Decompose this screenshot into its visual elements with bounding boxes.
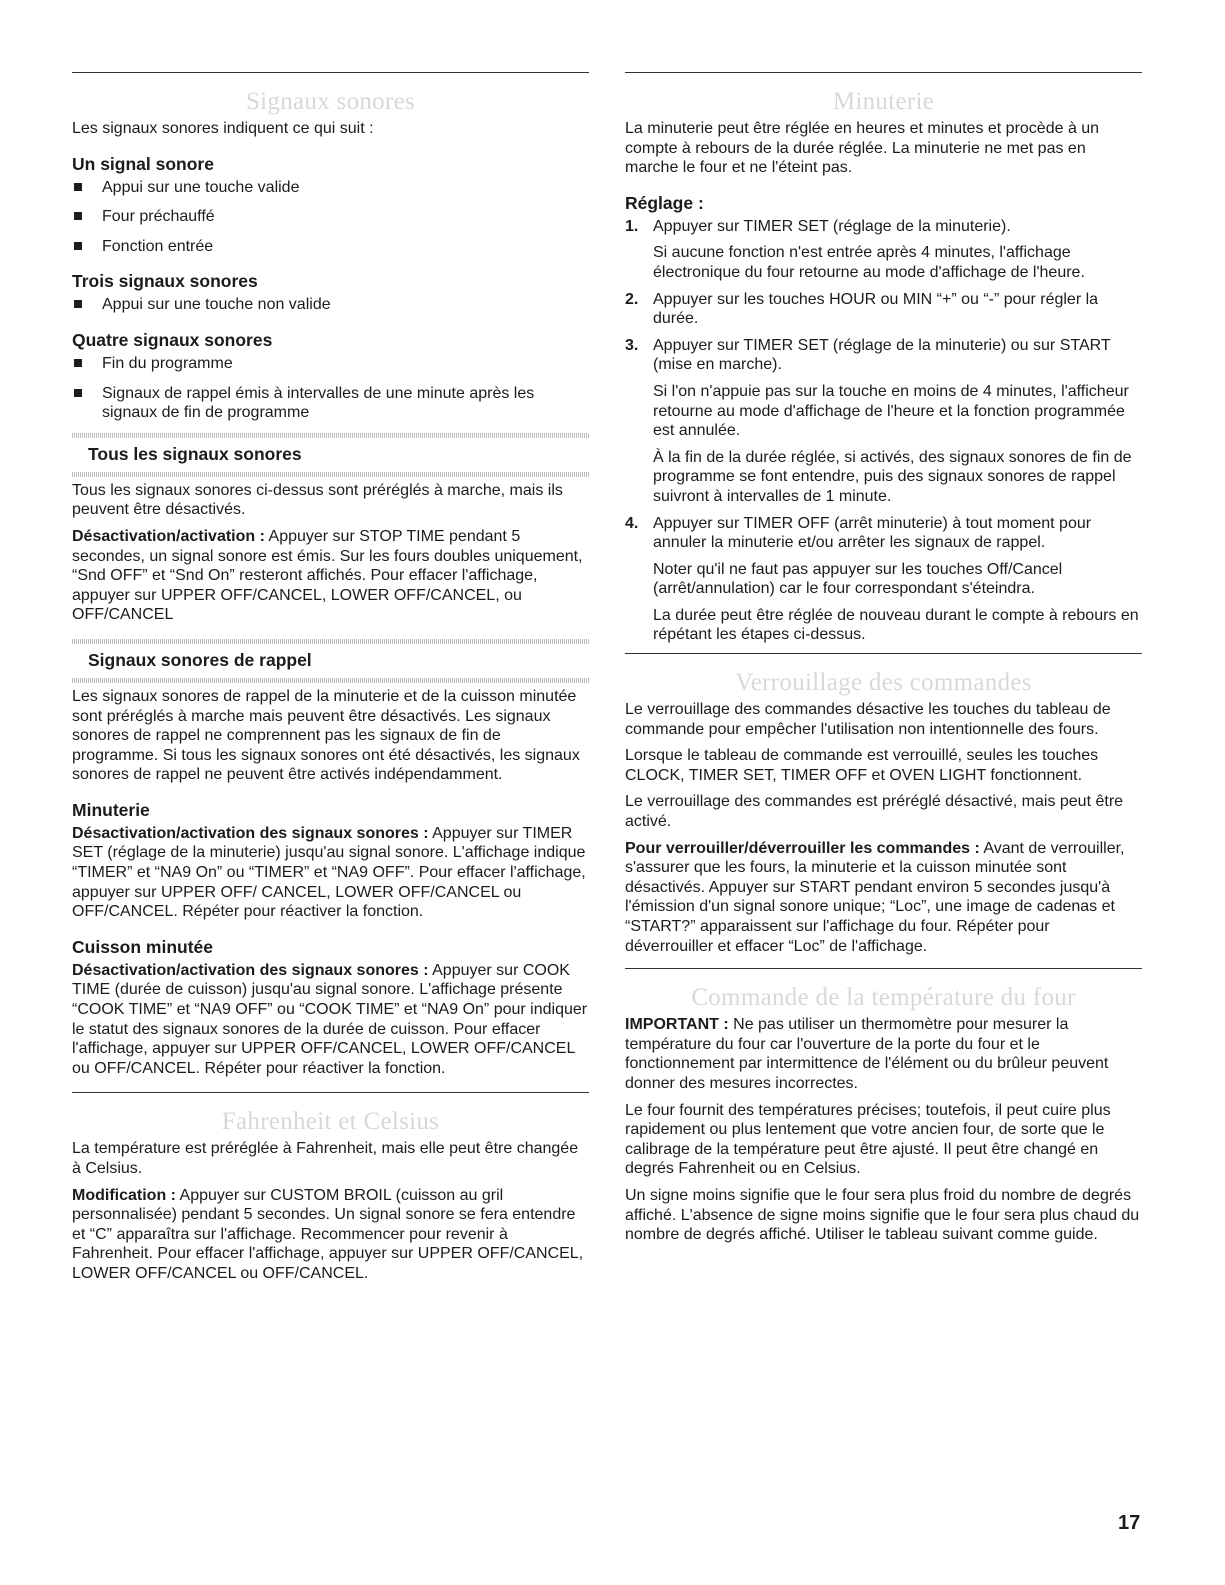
right-column — [625, 72, 1142, 1252]
band-divider — [72, 433, 589, 438]
bullet-square-icon — [74, 212, 82, 220]
minuterie-rappel-text: Désactivation/activation des signaux sonores : Appuyer sur TIMER SET (réglage de la minuterie) jusqu'au signal sonore. L'affichage indique “TIMER” et “NA9 On” ou “TIMER” et “NA9 OFF”. Pour effacer l'affichage, appuyer sur UPPER OFF/ CANCEL, LOWER OFF/CANCEL ou OFF/CANCEL. Répéter pour réactiver la fonction. — [72, 824, 586, 921]
list-item: Signaux de rappel émis à intervalles de une minute après les signaux de fin de programme — [72, 384, 589, 423]
signaux-intro: Les signaux sonores indiquent ce qui suit : — [72, 120, 374, 137]
section-title-signaux: Signaux sonores — [245, 88, 416, 115]
fahrenheit-p1: La température est préréglée à Fahrenheit, mais elle peut être changée à Celsius. — [72, 1140, 579, 1177]
section-title-verrouillage: Verrouillage des commandes — [735, 669, 1032, 697]
verrouillage-p3: Le verrouillage des commandes est préréglé désactivé, mais peut être activé. — [625, 793, 1124, 831]
section-title-commande-temp: Commande de la température du four — [691, 984, 1076, 1012]
band-divider — [72, 639, 589, 644]
bullet-square-icon — [74, 389, 82, 397]
list-quatre-signaux — [72, 354, 589, 423]
step-item: 3. Appuyer sur TIMER SET (réglage de la minuterie) ou sur START (mise en marche). Si l'on n'appuie pas sur la touche en moins de 4 minutes, l'afficheur retourne au mode d'affichage de l'heure et la fonction programmée est annulée. À la fin de la durée réglée, si activés, des signaux sonores de fin de programme se font entendre, puis des signaux sonores de rappel suivront à intervalles de 1 minute. — [625, 336, 1132, 505]
heading-quatre-signaux: Quatre signaux sonores — [72, 329, 273, 350]
commande-temp-p1: IMPORTANT : Ne pas utiliser un thermomètre pour mesurer la température du four car l'ouverture de la porte du four et le fonctionnement par intermittence de l'élément ou du brûleur peuvent donner des mesures incorrectes. — [625, 1016, 1109, 1092]
bullet-square-icon — [74, 300, 82, 308]
left-column — [72, 72, 589, 1291]
tous-p2: Désactivation/activation : Appuyer sur STOP TIME pendant 5 secondes, un signal sonore est émis. Sur les fours doubles uniquement, “Snd OFF” et “Snd On” resteront affichés. Pour effacer l'affichage, appuyer sur UPPER OFF/CANCEL, LOWER OFF/CANCEL, ou OFF/CANCEL — [72, 527, 583, 624]
section-rule — [625, 968, 1142, 969]
list-item: Four préchauffé — [72, 207, 589, 227]
bullet-square-icon — [74, 242, 82, 250]
bullet-square-icon — [74, 359, 82, 367]
step-item: 4. Appuyer sur TIMER OFF (arrêt minuterie) à tout moment pour annuler la minuterie et/ou arrêter les signaux de rappel. Noter qu'il ne faut pas appuyer sur les touches Off/Cancel (arrêt/annulation) car le four correspondant s'éteindra. La durée peut être réglée de nouveau durant le compte à rebours en répétant les étapes ci-dessus. — [625, 514, 1139, 644]
section-rule — [625, 72, 1142, 73]
step-item: 1. Appuyer sur TIMER SET (réglage de la minuterie). Si aucune fonction n'est entrée après 4 minutes, l'affichage électronique du four retourne au mode d'affichage de l'heure. — [625, 217, 1085, 281]
verrouillage-p1: Le verrouillage des commandes désactive les touches du tableau de commande pour empêcher l'utilisation non intentionnelle des fours. — [625, 701, 1111, 738]
heading-trois-signaux: Trois signaux sonores — [72, 271, 258, 292]
list-un-signal — [72, 178, 589, 257]
reglage-steps — [625, 217, 1142, 645]
commande-temp-p3: Un signe moins signifie que le four sera plus froid du nombre de degrés affiché. L'absence de signe moins signifie que le four sera plus chaud du nombre de degrés affiché. Utiliser le tableau suivant comme guide. — [625, 1186, 1140, 1244]
heading-rappel: Signaux sonores de rappel — [88, 649, 312, 670]
commande-temp-p2: Le four fournit des températures précises; toutefois, il peut cuire plus rapidement ou plus lentement que votre ancien four, de sorte que le calibrage de la température peut être ajusté. Il peut être changé en degrés Fahrenheit ou en Celsius. — [625, 1101, 1111, 1178]
heading-minuterie-rappel: Minuterie — [72, 799, 150, 820]
rappel-p1: Les signaux sonores de rappel de la minuterie et de la cuisson minutée sont préréglés à marche mais peuvent être désactivés. Les signaux sonores de rappel ne comprennent pas les signaux de fin de programme. Si tous les signaux sonores ont été désactivés, les signaux sonores de rappel ne peuvent être activés indépendamment. — [72, 687, 580, 784]
step-item: 2. Appuyer sur les touches HOUR ou MIN “+” ou “-” pour régler la durée. — [625, 290, 1099, 328]
verrouillage-p4: Pour verrouiller/déverrouiller les commandes : Avant de verrouiller, s'assurer que les fours, la minuterie et la cuisson minutée sont désactivés. Appuyer sur START pendant environ 5 secondes jusqu'à l'émission d'un signal sonore unique; “Loc”, une image de cadenas et “START?” apparaissent sur l'affichage du four. Répéter pour déverrouiller et effacer “Loc” de l'affichage. — [625, 839, 1125, 955]
cuisson-minutee-text: Désactivation/activation des signaux sonores : Appuyer sur COOK TIME (durée de cuisson) jusqu'au signal sonore. L'affichage présente “COOK TIME” et “NA9 OFF” ou “COOK TIME” et “NA9 On” pour indiquer le statut des signaux sonores de la durée de cuisson. Pour effacer l'affichage, appuyer sur UPPER OFF/CANCEL, LOWER OFF/CANCEL ou OFF/CANCEL. Répéter pour réactiver la fonction. — [72, 961, 588, 1077]
heading-un-signal: Un signal sonore — [72, 153, 214, 174]
list-item: Fin du programme — [72, 354, 589, 374]
tous-p1: Tous les signaux sonores ci-dessus sont préréglés à marche, mais ils peuvent être désactivés. — [72, 481, 563, 519]
heading-cuisson-minutee: Cuisson minutée — [72, 936, 213, 957]
minuterie-intro: La minuterie peut être réglée en heures et minutes et procède à un compte à rebours de la durée réglée. La minuterie ne met pas en marche le four et ne l'éteint pas. — [625, 120, 1100, 177]
list-item: Appui sur une touche valide — [72, 178, 589, 198]
section-rule — [72, 72, 589, 73]
list-item: Fonction entrée — [72, 237, 589, 257]
section-title-minuterie: Minuterie — [832, 88, 935, 115]
band-divider — [72, 678, 589, 683]
section-rule — [625, 653, 1142, 654]
band-divider — [72, 472, 589, 477]
verrouillage-p2: Lorsque le tableau de commande est verrouillé, seules les touches CLOCK, TIMER SET, TIMER OFF et OVEN LIGHT fonctionnent. — [625, 747, 1099, 784]
section-title-fahrenheit: Fahrenheit et Celsius — [221, 1108, 440, 1136]
list-trois-signaux — [72, 295, 589, 315]
fahrenheit-p2: Modification : Appuyer sur CUSTOM BROIL (cuisson au gril personnalisée) pendant 5 secondes. Un signal sonore se fera entendre et “C” apparaîtra sur l'affichage. Recommencer pour revenir à Fahrenheit. Pour effacer l'affichage, appuyer sur UPPER OFF/CANCEL, LOWER OFF/CANCEL ou OFF/CANCEL. — [72, 1186, 584, 1282]
heading-reglage: Réglage : — [625, 192, 704, 213]
heading-tous-signaux: Tous les signaux sonores — [88, 443, 302, 464]
list-item: Appui sur une touche non valide — [72, 295, 589, 315]
page-number: 17 — [1118, 1512, 1141, 1534]
section-rule — [72, 1092, 589, 1093]
bullet-square-icon — [74, 183, 82, 191]
